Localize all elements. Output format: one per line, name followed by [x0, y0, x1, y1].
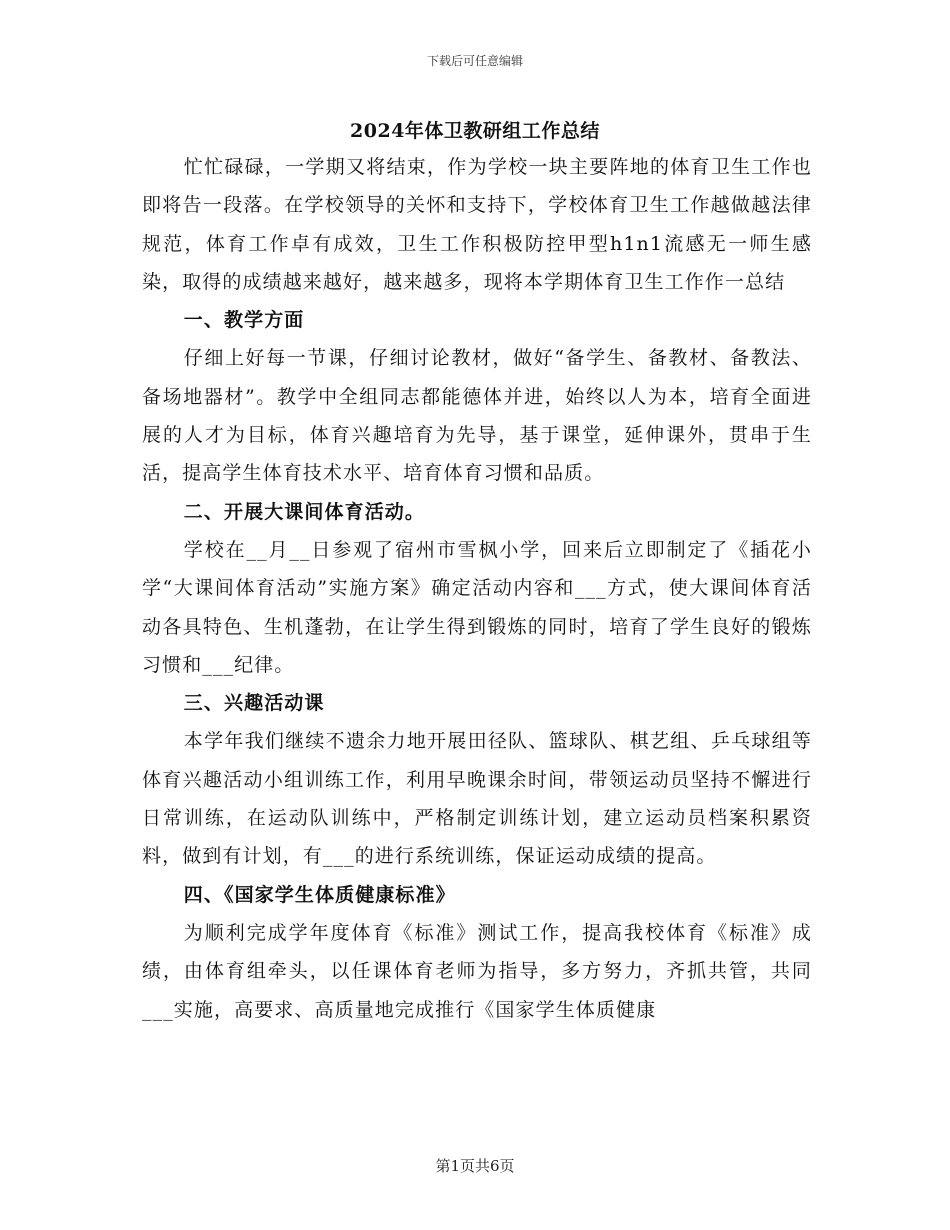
section-heading-health-standard: 四、《国家学生体质健康标准》	[183, 883, 456, 906]
health-standard-paragraph: 为顺利完成学年度体育《标准》测试工作，提高我校体育《标准》成绩，由体育组牵头，以任课体育老师为指导，多方努力，齐抓共管，共同___实施，高要求、高质量地完成推行《国家学生体质健康	[142, 921, 812, 1021]
break-activities-paragraph: 学校在__月__日参观了宿州市雪枫小学，回来后立即制定了《插花小学“大课间体育活动”实施方案》确定活动内容和___方式，使大课间体育活动各具特色、生机蓬勃，在让学生得到锻炼的同时，培育了学生良好的锻炼习惯和___纪律。	[142, 538, 812, 676]
section-heading-break-activities: 二、开展大课间体育活动。	[183, 500, 425, 523]
page-number-footer: 第1页共6页	[435, 1157, 515, 1175]
document-body	[142, 148, 812, 1029]
teaching-paragraph: 仔细上好每一节课，仔细讨论教材，做好“备学生、备教材、备教法、备场地器材”。教学中全组同志都能德体并进，始终以人为本，培育全面进展的人才为目标，体育兴趣培育为先导，基于课堂，延伸课外，贯串于生活，提高学生体育技术水平、培育体育习惯和品质。	[142, 347, 812, 485]
intro-paragraph: 忙忙碌碌，一学期又将结束，作为学校一块主要阵地的体育卫生工作也即将告一段落。在学校领导的关怀和支持下，学校体育卫生工作越做越法律规范，体育工作卓有成效，卫生工作积极防控甲型h1n1流感无一师生感染，取得的成绩越来越好，越来越多，现将本学期体育卫生工作作一总结	[142, 156, 812, 293]
section-heading-interest-classes: 三、兴趣活动课	[183, 692, 325, 715]
document-title: 2024年体卫教研组工作总结	[350, 120, 600, 142]
interest-classes-paragraph: 本学年我们继续不遗余力地开展田径队、篮球队、棋艺组、乒乓球组等体育兴趣活动小组训练工作，利用早晚课余时间，带领运动员坚持不懈进行日常训练，在运动队训练中，严格制定训练计划，建立运动员档案积累资料，做到有计划，有___的进行系统训练，保证运动成绩的提高。	[142, 730, 812, 868]
section-heading-teaching: 一、教学方面	[183, 309, 305, 332]
header-note: 下载后可任意编辑	[426, 54, 523, 68]
